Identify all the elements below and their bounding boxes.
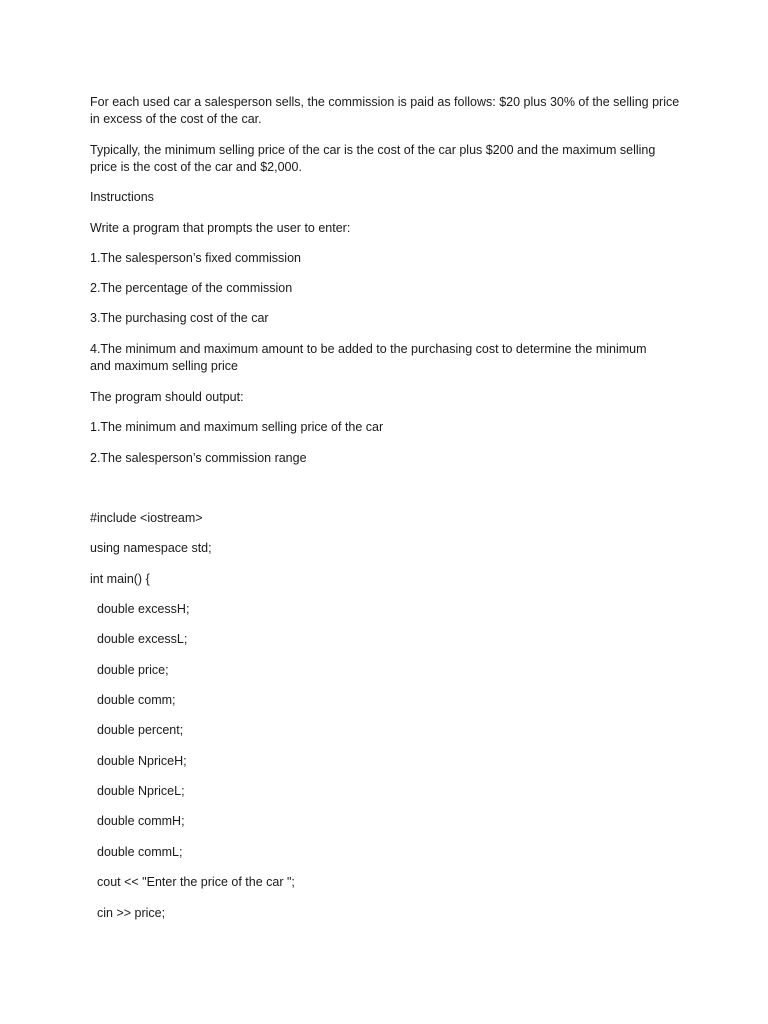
input-item: 1.The salesperson’s fixed commission xyxy=(90,251,301,265)
prompt-intro: Write a program that prompts the user to enter: xyxy=(90,221,351,235)
code-line: using namespace std; xyxy=(90,541,212,555)
intro-line: in excess of the cost of the car. xyxy=(90,112,262,126)
output-item: 2.The salesperson’s commission range xyxy=(90,451,307,465)
code-line: double excessL; xyxy=(97,632,188,646)
code-line: double NpriceH; xyxy=(97,754,187,768)
instructions-heading: Instructions xyxy=(90,190,154,204)
input-item: and maximum selling price xyxy=(90,359,238,373)
output-item: 1.The minimum and maximum selling price of the car xyxy=(90,420,384,434)
code-line: double percent; xyxy=(97,723,184,737)
code-line: double excessH; xyxy=(97,602,190,616)
output-intro: The program should output: xyxy=(90,390,244,404)
input-item: 2.The percentage of the commission xyxy=(90,281,293,295)
intro-line: Typically, the minimum selling price of the car is the cost of the car plus $200 and the maximum selling xyxy=(90,143,656,157)
intro-line: price is the cost of the car and $2,000. xyxy=(90,160,302,174)
code-line: double commL; xyxy=(97,845,183,859)
code-line: cout << "Enter the price of the car "; xyxy=(97,875,295,889)
input-item: 3.The purchasing cost of the car xyxy=(90,311,269,325)
code-line: double comm; xyxy=(97,693,176,707)
code-line: #include <iostream> xyxy=(90,511,203,525)
code-line: double NpriceL; xyxy=(97,784,185,798)
code-line: double commH; xyxy=(97,814,185,828)
code-line: int main() { xyxy=(90,572,150,586)
code-line: cin >> price; xyxy=(97,906,166,920)
intro-line: For each used car a salesperson sells, the commission is paid as follows: $20 plus 30% of the selling price xyxy=(90,95,680,109)
code-line: double price; xyxy=(97,663,169,677)
input-item: 4.The minimum and maximum amount to be added to the purchasing cost to determine the minimum xyxy=(90,342,647,356)
